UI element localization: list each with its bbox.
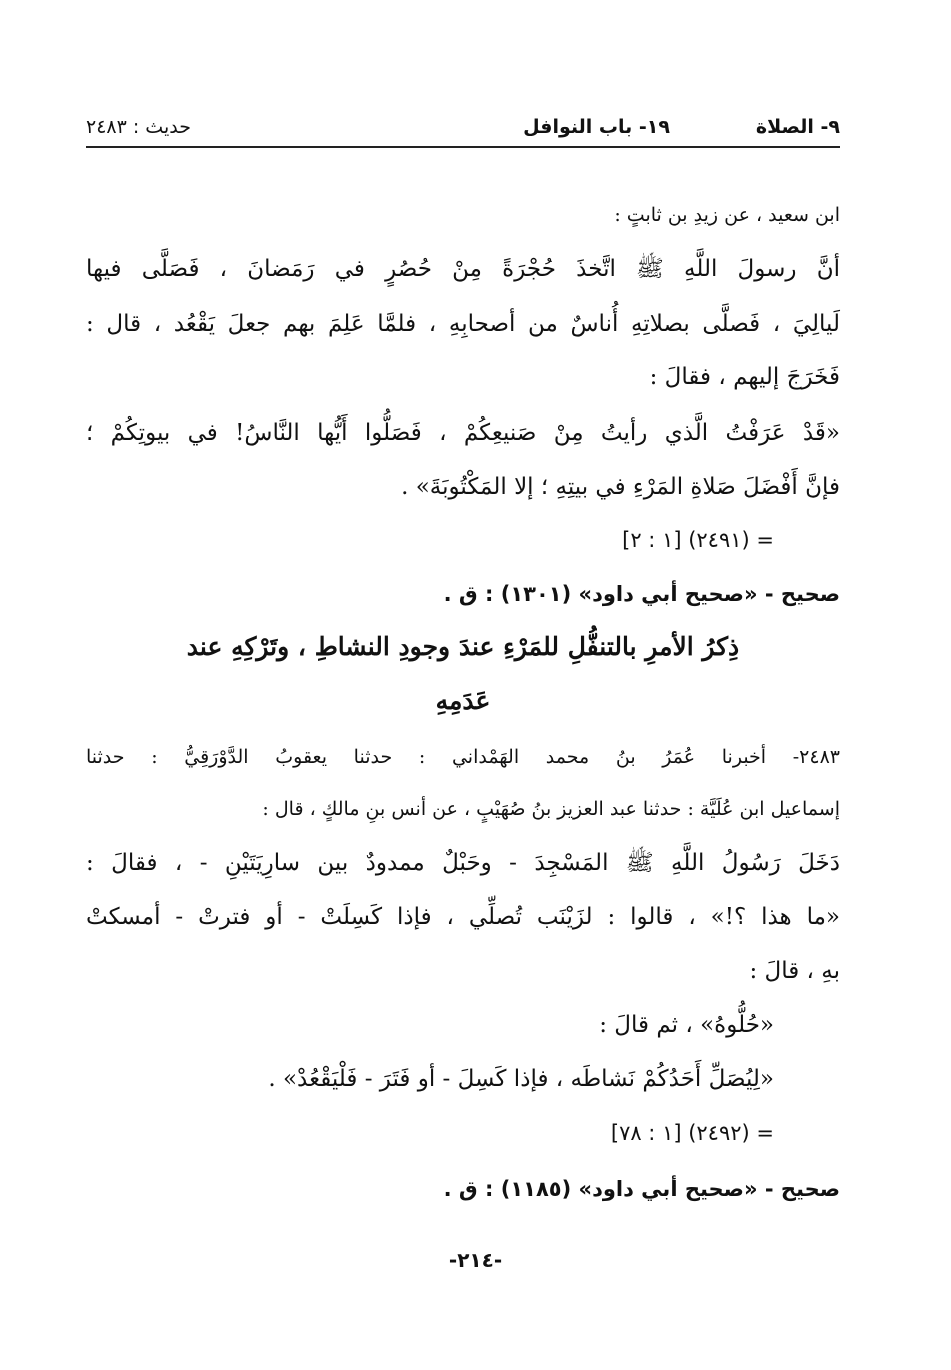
running-header [86,112,840,148]
chapter-heading: عَدَمِهِ [435,686,491,715]
cross-reference: = (٢٤٩١) [١ : ٢] [622,528,774,552]
hadith-text-line: فَخَرَجَ إليهم ، فقالَ : [649,364,840,390]
hadith-text-line: بهِ ، قالَ : [749,958,840,984]
hadith-text-line: أنَّ رسولَ اللَّهِ ﷺ اتَّخذَ حُجْرَةً مِنْ حُصُرٍ في رَمَضانَ ، فَصَلَّى فيها [86,256,840,282]
hadith-text-line: «قَدْ عَرَفْتُ الَّذي رأيتُ مِنْ صَنيعِكُمْ ، فَصَلُّوا أَيُّها النَّاسُ! في بيوتِكُمْ ؛ [86,420,840,446]
isnad-line: إسماعيل ابن عُلَيَّة : حدثنا عبد العزيز بنُ صُهَيْبٍ ، عن أنس بنِ مالكٍ ، قال : [262,798,840,820]
grading-line: صحيح - «صحيح أبي داود» (١١٨٥) : ق . [443,1177,840,1201]
page-number: -٢١٤- [448,1248,503,1272]
hadith-text-line: «ما هذا ؟!» ، قالوا : لزَيْنَب تُصلِّي ، فإذا كَسِلَتْ - أو فترتْ - أمسكتْ [86,904,840,930]
hadith-reference: حديث : ٢٤٨٣ [86,116,191,138]
chapter-heading: ذِكرُ الأمرِ بالتنفُّلِ للمَرْءِ عندَ وجودِ النشاطِ ، وتَرْكِهِ عند [186,632,740,661]
section-title: ١٩- باب النوافل [523,116,670,138]
hadith-text-line: دَخَلَ رَسُولُ اللَّهِ ﷺ المَسْجِدَ - وحَبْلٌ ممدودٌ بين سارِيَتَيْنِ - ، فقالَ : [86,850,840,876]
grading-line: صحيح - «صحيح أبي داود» (١٣٠١) : ق . [443,582,840,606]
hadith-text-line: «حُلُّوهُ» ، ثم قالَ : [599,1012,774,1038]
hadith-text-line: «لِيُصَلِّ أَحَدُكُمْ نَشاطَه ، فإذا كَسِلَ - أو فَتَرَ - فَلْيَقْعُدْ» . [268,1066,774,1092]
isnad-line: ابن سعيد ، عن زيدِ بن ثابتٍ : [614,204,840,226]
chapter-title: ٩- الصلاة [755,116,840,138]
hadith-text-line: فإنَّ أَفْضَلَ صَلاةِ المَرْءِ في بيتِهِ ؛ إلا المَكْتُوبَةَ» . [401,474,840,500]
cross-reference: = (٢٤٩٢) [١ : ٧٨] [610,1121,774,1145]
isnad-line: ٢٤٨٣- أخبرنا عُمَرُ بنُ محمد الهَمْداني : حدثنا يعقوبُ الدَّوْرَقِيُّ : حدثنا [86,746,840,768]
hadith-text-line: لَيالِيَ ، فَصلَّى بصلاتِهِ أُناسٌ من أصحابِهِ ، فلمَّا عَلِمَ بهم جعلَ يَقْعُد ، قال : [86,311,840,337]
